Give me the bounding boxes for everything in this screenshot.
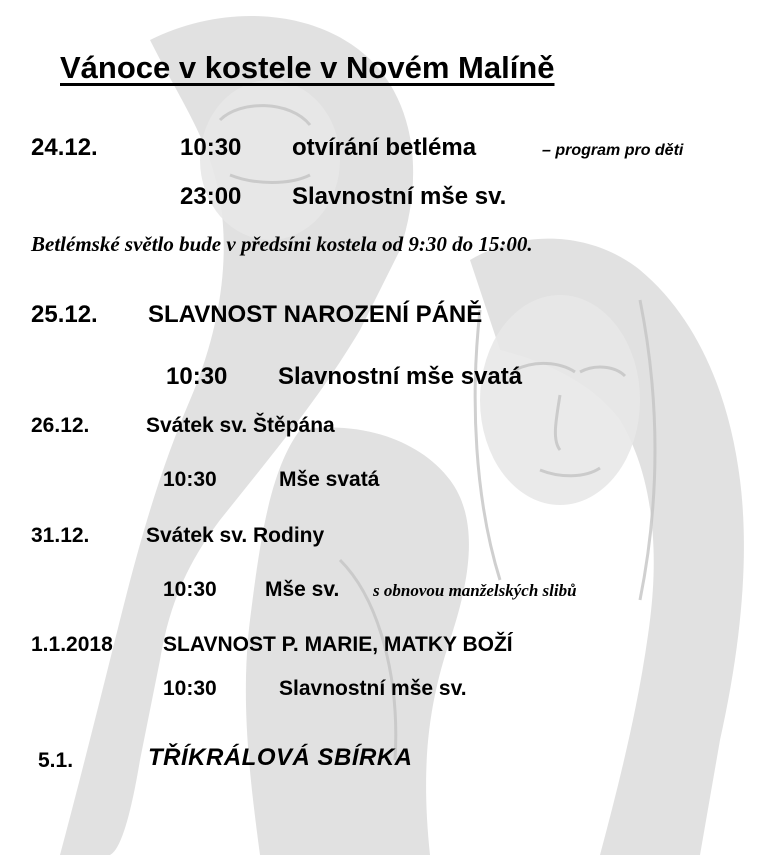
date-24-12: 24.12.: [31, 134, 98, 161]
time-26-12: 10:30: [163, 468, 217, 491]
event-midnight-mass: Slavnostní mše sv.: [292, 183, 507, 210]
page-title: Vánoce v kostele v Novém Malíně: [60, 50, 555, 85]
feast-nativity: SLAVNOST NAROZENÍ PÁNĚ: [148, 301, 483, 328]
feast-holy-family: Svátek sv. Rodiny: [146, 524, 325, 547]
betlem-light-note: Betlémské světlo bude v předsíni kostela od 9:30 do 15:00.: [31, 232, 533, 256]
event-betlem-opening: otvírání betléma: [292, 134, 477, 161]
event-vows-renewal-note: s obnovou manželských slibů: [373, 581, 577, 600]
time-25-12: 10:30: [166, 363, 228, 390]
event-betlem-note: – program pro děti: [542, 142, 684, 159]
date-26-12: 26.12.: [31, 414, 90, 437]
event-nativity-mass: Slavnostní mše svatá: [278, 363, 523, 390]
time-1-1: 10:30: [163, 677, 217, 700]
date-1-1-2018: 1.1.2018: [31, 633, 113, 656]
time-24-12-1030: 10:30: [180, 134, 242, 161]
event-mass-31-12: Mše sv.: [265, 578, 340, 601]
event-mass-26-12: Mše svatá: [279, 468, 380, 491]
date-5-1: 5.1.: [38, 749, 74, 772]
feast-st-stephen: Svátek sv. Štěpána: [146, 414, 335, 437]
time-24-12-2300: 23:00: [180, 183, 242, 210]
event-mass-1-1: Slavnostní mše sv.: [279, 677, 467, 700]
time-31-12: 10:30: [163, 578, 217, 601]
date-25-12: 25.12.: [31, 301, 98, 328]
event-three-kings-collection: TŘÍKRÁLOVÁ SBÍRKA: [148, 744, 413, 771]
date-31-12: 31.12.: [31, 524, 90, 547]
feast-mother-of-god: SLAVNOST P. MARIE, MATKY BOŽÍ: [163, 633, 513, 656]
